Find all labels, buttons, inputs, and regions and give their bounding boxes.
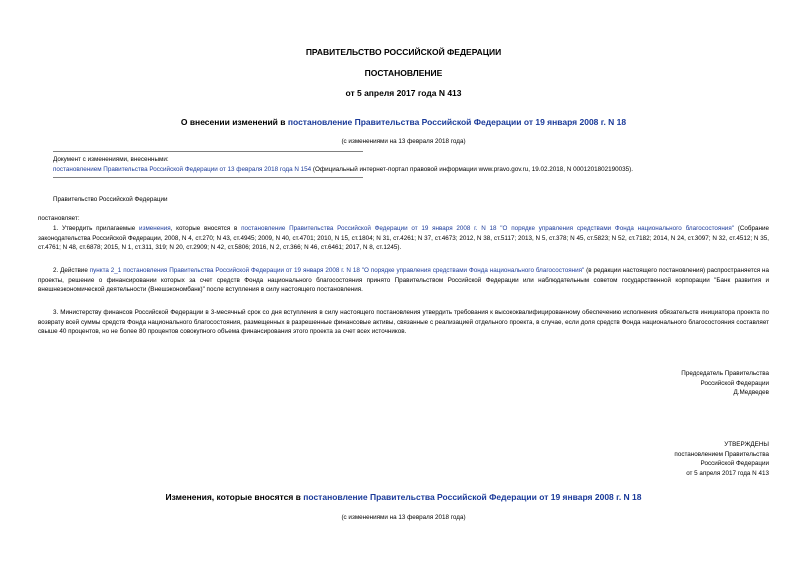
revision-note-tail: (Официальный интернет-портал правовой информации www.pravo.gov.ru, 19.02.2018, N 0001201802190035). (311, 165, 633, 173)
revision-note (53, 155, 753, 174)
divider-top (53, 151, 363, 152)
revision-note-label: Документ с изменениями, внесенными: (53, 156, 169, 163)
issuer: Правительство Российской Федерации (53, 196, 168, 203)
signature-line-1: Председатель Правительства (681, 370, 769, 377)
divider-bottom (53, 177, 363, 178)
title-resolution-link[interactable]: постановление Правительства Российской Федерации от 19 января 2008 г. N 18 (287, 117, 627, 127)
changes-title-prefix: Изменения, которые вносятся в (165, 492, 304, 502)
p1-text-b: , которые вносятся в (170, 225, 242, 232)
p1-text-a: 1. Утвердить прилагаемые (53, 225, 140, 232)
approved-block (469, 440, 769, 478)
p2-text-b: (в редакции настоящего постановления) распространяется на проекты, решение о финансировании которых за счет средств Фонда национального благосостояния принято Правительством Российской Федерации или наблюдательным советом государственной корпорации "Банк развития и внешнеэкономической деятельности (Внешэкономбанк)" после вступления в силу настоящего постановления. (38, 267, 769, 293)
signature-line-2: Российской Федерации (700, 379, 769, 387)
signature-line-3: Д.Медведев (733, 389, 769, 396)
p2-text-a: 2. Действие (53, 267, 90, 274)
paragraph-3: 3. Министерству финансов Российской Федерации в 3-месячный срок со дня вступления в силу настоящего постановления утвердить требования к высококвалифицированному обеспечению исполнения обязательств инициатора проекта по возврату всей суммы средств Фонда национального благосостояния, размещенных в разрешенные финансовые активы, связанные с реализацией отдельного проекта, в случае, если доля средств Фонда национального благосостояния составляет свыше 40 процентов, но не более 80 процентов совокупного объема финансирования этого проекта за счет всех источников. (38, 309, 769, 335)
date-number-heading: от 5 апреля 2017 года N 413 (345, 88, 462, 98)
title-revision: (с изменениями на 13 февраля 2018 года) (341, 138, 466, 145)
government-heading: ПРАВИТЕЛЬСТВО РОССИЙСКОЙ ФЕДЕРАЦИИ (305, 47, 502, 57)
title-prefix: О внесении изменений в (180, 117, 288, 127)
changes-title-link[interactable]: постановление Правительства Российской Федерации от 19 января 2008 г. N 18 (303, 492, 642, 502)
changes-revision: (с изменениями на 13 февраля 2018 года) (341, 514, 466, 521)
p2-clause-link[interactable]: пункта 2_1 постановления Правительства Российской Федерации от 19 января 2008 г. N 18 "О порядке управления средствами Фонда национального благосостояния" (89, 267, 585, 274)
signature-block (469, 369, 769, 398)
paragraph-1 (38, 224, 769, 253)
resolves: постановляет: (38, 215, 80, 222)
paragraph-2 (38, 266, 769, 295)
p1-resolution-link[interactable]: постановление Правительства Российской Федерации от 19 января 2008 г. N 18 "О порядке управления средствами Фонда национального благосостояния" (241, 225, 734, 232)
approved-line-3: Российской Федерации (700, 460, 769, 467)
p1-changes-link[interactable]: изменения (139, 225, 171, 232)
document-title (0, 117, 807, 127)
approved-line-2: постановлением Правительства (674, 450, 769, 458)
p1-text-c: (Собрание законодательства Российской Федерации, 2008, N 4, ст.270; N 43, ст.4945; 2009, N 40, ст.4701; 2010, N 15, ст.1804; N 31, ст.4261; N 37, ст.4673; 2012, N 38, ст.5117; 2013, N 5, ст.378; N 45, ст.5823; N 52, ст.7182; 2014, N 24, ст.3097; N 32, ст.4512; N 35, ст.4761; N 48, ст.6878; 2015, N 1, ст.311, 319; N 20, ст.2909; N 42, ст.5806; 2016, N 2, ст.366; N 46, ст.6461; 2017, N 8, ст.1245). (38, 225, 769, 251)
revision-note-body (53, 165, 753, 175)
approved-line-4: от 5 апреля 2017 года N 413 (686, 469, 769, 477)
doc-type-heading: ПОСТАНОВЛЕНИЕ (364, 68, 443, 78)
changes-title (0, 492, 807, 502)
revision-note-link[interactable]: постановлением Правительства Российской Федерации от 13 февраля 2018 года N 154 (53, 165, 312, 173)
approved-line-1: УТВЕРЖДЕНЫ (724, 441, 769, 448)
